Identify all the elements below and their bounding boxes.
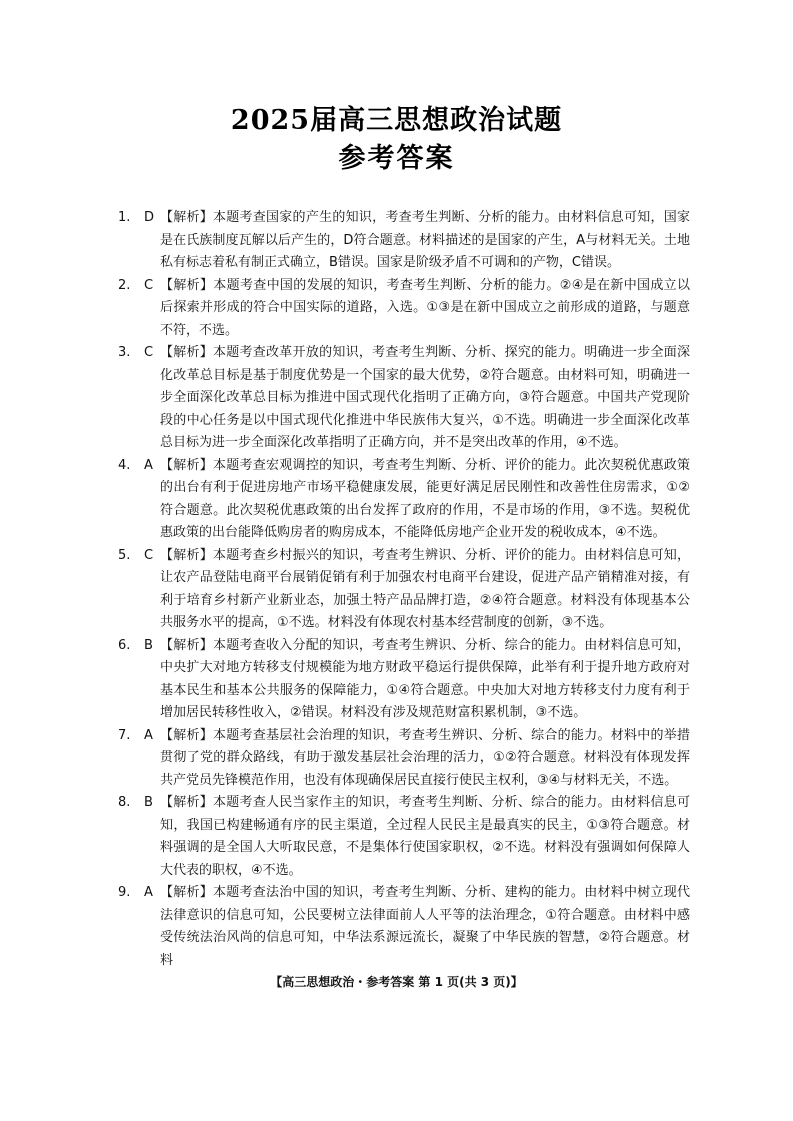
- page-footer: 【高三思想政治・参考答案 第 1 页(共 3 页)】: [270, 975, 523, 989]
- item-number: 6.: [118, 637, 131, 653]
- answer-item-7: [118, 725, 690, 793]
- item-answer: C: [144, 547, 154, 563]
- answer-item-2: [118, 275, 690, 343]
- answer-item-5: [118, 545, 690, 635]
- answer-item-9: [118, 882, 690, 972]
- item-answer: C: [144, 277, 154, 293]
- item-number: 1.: [118, 210, 131, 225]
- item-number: 2.: [118, 277, 131, 293]
- item-answer: D: [144, 210, 155, 225]
- answer-item-4: [118, 455, 690, 545]
- answer-list: [118, 207, 690, 972]
- item-number: 4.: [118, 457, 131, 473]
- item-explanation: 【解析】本题考查基层社会治理的知识，考查考生辨识、分析、综合的能力。材料中的举措贯彻了党的群众路线，有助于激发基层社会治理的活力，①②符合题意。材料没有体现发挥共产党员先锋模范作用，也没有体现确保居民直接行使民主权利，③④与材料无关，不选。: [160, 727, 690, 788]
- item-answer: C: [144, 345, 154, 360]
- item-number: 5.: [118, 547, 131, 563]
- item-explanation: 【解析】本题考查法治中国的知识，考查考生判断、分析、建构的能力。由材料中树立现代法律意识的信息可知，公民要树立法律面前人人平等的法治理念，①符合题意。由材料中感受传统法治风尚的信息可知，中华法系源远流长，凝聚了中华民族的智慧，②符合题意。材料: [160, 885, 690, 968]
- item-explanation: 【解析】本题考查收入分配的知识，考查考生辨识、分析、综合的能力。由材料信息可知，中央扩大对地方转移支付规模能为地方财政平稳运行提供保障，此举有利于提升地方政府对基本民生和基本公共服务的保障能力，①④符合题意。中央加大对地方转移支付力度有利于增加居民转移性收入，②错误。材料没有涉及规范财富积累机制，③不选。: [160, 637, 690, 720]
- item-explanation: 【解析】本题考查改革开放的知识，考查考生判断、分析、探究的能力。明确进一步全面深化改革总目标是基于制度优势是一个国家的最大优势，②符合题意。由材料可知，明确进一步全面深化改革总目标为推进中国式现代化指明了正确方向，③符合题意。中国共产党现阶段的中心任务是以中国式现代化推进中华民族伟大复兴，①不选。明确进一步全面深化改革总目标为进一步全面深化改革指明了正确方向，并不是突出改革的作用，④不选。: [160, 345, 690, 450]
- item-explanation: 【解析】本题考查国家的产生的知识，考查考生判断、分析的能力。由材料信息可知，国家是在氏族制度瓦解以后产生的，D符合题意。材料描述的是国家的产生，A与材料无关。土地私有标志着私有制正式确立，B错误。国家是阶级矛盾不可调和的产物，C错误。: [160, 210, 690, 270]
- item-explanation: 【解析】本题考查人民当家作主的知识，考查考生判断、分析、综合的能力。由材料信息可知，我国已构建畅通有序的民主渠道，全过程人民民主是最真实的民主，①③符合题意。材料强调的是全国人大听取民意，不是集体行使国家职权，②不选。材料没有强调如何保障人大代表的职权，④不选。: [160, 795, 690, 878]
- item-answer: B: [144, 795, 153, 810]
- page-title: 2025届高三思想政治试题: [230, 105, 563, 136]
- item-number: 9.: [118, 885, 131, 900]
- answer-item-3: [118, 342, 690, 455]
- answer-item-6: [118, 635, 690, 725]
- answer-item-8: [118, 792, 690, 882]
- item-answer: A: [144, 885, 153, 900]
- item-number: 7.: [118, 727, 131, 743]
- answer-item-1: [118, 207, 690, 275]
- item-answer: B: [144, 637, 153, 653]
- page-subtitle: 参考答案: [338, 143, 455, 174]
- item-answer: A: [144, 457, 153, 473]
- item-explanation: 【解析】本题考查乡村振兴的知识，考查考生辨识、分析、评价的能力。由材料信息可知，让农产品登陆电商平台展销促销有利于加强农村电商平台建设，促进产品产销精准对接，有利于培育乡村新产业新业态，加强土特产品品牌打造，②④符合题意。材料没有体现基本公共服务水平的提高，①不选。材料没有体现农村基本经营制度的创新，③不选。: [160, 547, 690, 630]
- item-answer: A: [144, 727, 153, 743]
- item-number: 8.: [118, 795, 131, 810]
- item-number: 3.: [118, 345, 131, 360]
- item-explanation: 【解析】本题考查宏观调控的知识，考查考生判断、分析、评价的能力。此次契税优惠政策的出台有利于促进房地产市场平稳健康发展，能更好满足居民刚性和改善性住房需求，①②符合题意。此次契税优惠政策的出台发挥了政府的作用，不是市场的作用，③不选。契税优惠政策的出台能降低购房者的购房成本，不能降低房地产企业开发的税收成本，④不选。: [160, 457, 690, 540]
- item-explanation: 【解析】本题考查中国的发展的知识，考查考生判断、分析的能力。②④是在新中国成立以后探索并形成的符合中国实际的道路，入选。①③是在新中国成立之前形成的道路，与题意不符，不选。: [160, 277, 690, 338]
